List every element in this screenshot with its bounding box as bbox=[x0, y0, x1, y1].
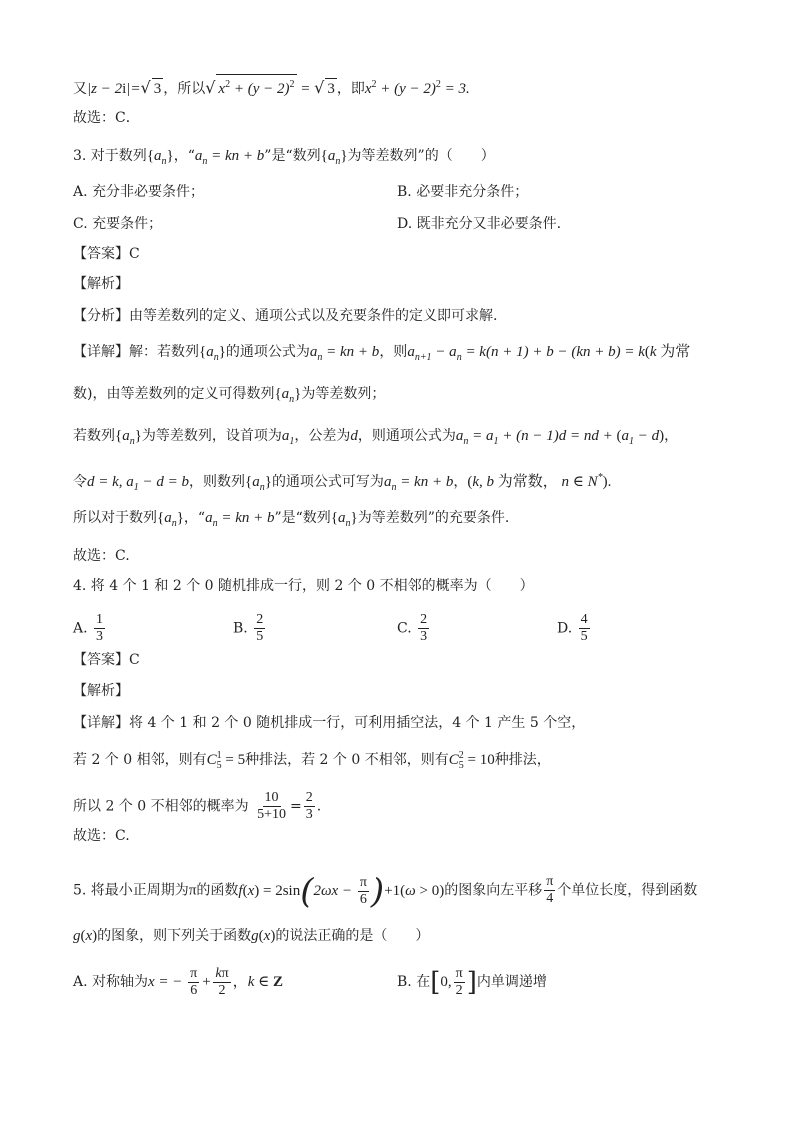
denominator: 5 bbox=[256, 629, 264, 644]
fraction bbox=[418, 612, 429, 645]
pi: π bbox=[188, 882, 197, 899]
equals: = bbox=[289, 798, 302, 815]
math-sqrt-expr: √ $x^2 + (y - 2)^2$ = √ 3 bbox=[205, 81, 337, 97]
option-d bbox=[557, 612, 592, 645]
text: ，所以 bbox=[163, 81, 206, 97]
detail-line bbox=[73, 750, 551, 771]
text: 个单位长度，得到函数 bbox=[557, 882, 698, 899]
text: ”是“数列 bbox=[264, 148, 321, 164]
analysis-label: 【解析】 bbox=[73, 683, 129, 699]
text: 若数列 bbox=[73, 428, 115, 444]
fraction bbox=[255, 790, 288, 823]
seq-an: $\{a_n\}$ bbox=[245, 474, 272, 493]
constants: (k, b 为常数， n ∈ N*). bbox=[467, 472, 612, 490]
question-5-stem bbox=[73, 871, 698, 912]
denominator: 5 bbox=[580, 629, 588, 644]
analysis-label: 【解析】 bbox=[73, 276, 129, 292]
text: ，则通项公式为 bbox=[357, 428, 456, 444]
choice-3: 故选：C. bbox=[73, 548, 130, 564]
text: 种排法，若 2 个 0 不相邻，则有 bbox=[245, 752, 449, 768]
text: 内单调递增 bbox=[476, 973, 547, 990]
denominator: 3 bbox=[305, 807, 313, 822]
math-abs-z: |z − 2i|= bbox=[87, 81, 141, 97]
text: 为等差数列”的充要条件. bbox=[357, 510, 510, 526]
numerator: 2 bbox=[420, 612, 428, 627]
text: 的函数 bbox=[196, 882, 239, 899]
numerator: 2 bbox=[305, 790, 313, 805]
text: 为等差数列”的（ ） bbox=[347, 148, 495, 164]
question-4-stem: 4. 将 4 个 1 和 2 个 0 随机排成一行，则 2 个 0 不相邻的概率为（ ） bbox=[73, 578, 534, 594]
option-a: A. 充分非必要条件； bbox=[73, 184, 205, 200]
seq-an: $\{a_n\}$ bbox=[115, 428, 142, 447]
numerator: 4 bbox=[580, 612, 588, 627]
answer-label: 【答案】C bbox=[73, 246, 140, 262]
text: 为等差数列，设首项为 bbox=[141, 428, 282, 444]
comb-c51: C 1 5 = 5 bbox=[206, 749, 246, 771]
math-circle-eq: $x^2 + (y - 2)^2 = 3$. bbox=[364, 79, 470, 97]
detail-line: 【详解】将 4 个 1 和 2 个 0 随机排成一行，可利用插空法，4 个 1 产生 5 个空， bbox=[73, 715, 586, 731]
option-label: A. 对称轴为 bbox=[73, 973, 149, 990]
seq-an: $\{a_n\}$ bbox=[157, 510, 184, 529]
function-g: g(x) bbox=[251, 928, 276, 944]
option-b: B. 必要非充分条件； bbox=[397, 184, 529, 200]
option-label: C. bbox=[397, 620, 412, 637]
text: ， bbox=[453, 474, 468, 490]
option-a bbox=[73, 966, 283, 999]
text: ， bbox=[664, 428, 679, 444]
axis-formula: x = − $\frac{\pi}{6}$ + $\frac{k\pi}{2}$ bbox=[148, 966, 229, 998]
interval: [0, $\frac{\pi}{2}$ ] bbox=[430, 966, 477, 998]
question-5-stem-cont bbox=[73, 926, 429, 946]
numerator: 10 bbox=[264, 790, 279, 805]
text: (k 为常 bbox=[644, 344, 691, 360]
choice-4: 故选：C. bbox=[73, 828, 130, 844]
function-g: g(x) bbox=[73, 928, 98, 944]
text: . bbox=[316, 798, 322, 815]
substitution: d = k, $a_1 - d = b$ bbox=[87, 474, 190, 493]
denominator: 5+10 bbox=[257, 807, 286, 822]
text: 的通项公式为 bbox=[225, 344, 310, 360]
detail-line bbox=[73, 790, 321, 823]
text: ，“ bbox=[173, 148, 195, 164]
text: 【详解】解：若数列 bbox=[73, 344, 199, 360]
option-b bbox=[233, 612, 267, 645]
fraction bbox=[579, 612, 590, 645]
numerator: 1 bbox=[96, 612, 104, 627]
numerator: 2 bbox=[256, 612, 264, 627]
option-c: C. 充要条件； bbox=[73, 216, 163, 232]
seq-an: $\{a_n\}$ bbox=[199, 344, 226, 363]
detail-line-1 bbox=[73, 342, 690, 368]
text: 5. 将最小正周期为 bbox=[73, 882, 189, 899]
integers-symbol: Z bbox=[272, 973, 283, 990]
option-d: D. 既非充分又非必要条件. bbox=[397, 216, 562, 232]
answer-label: 【答案】C bbox=[73, 652, 140, 668]
text: 的图象向左平移 bbox=[444, 882, 543, 899]
text: 的说法正确的是（ ） bbox=[275, 928, 430, 944]
fraction bbox=[254, 612, 265, 645]
comb-c52: C 2 5 = 10 bbox=[448, 749, 495, 771]
analysis-text: 【分析】由等差数列的定义、通项公式以及充要条件的定义即可求解. bbox=[73, 308, 498, 324]
text: 令 bbox=[73, 474, 87, 490]
sqrt-value: 3 bbox=[152, 78, 164, 99]
option-label: B. 在 bbox=[397, 973, 431, 990]
seq-an: $\{a_n\}$ bbox=[146, 148, 174, 167]
text: ，公差为 bbox=[294, 428, 351, 444]
question-3-stem bbox=[73, 146, 495, 172]
option-b bbox=[397, 966, 547, 999]
text: ，则 bbox=[379, 344, 408, 360]
option-label: D. bbox=[557, 620, 573, 637]
answer-choice-2: 故选：C． bbox=[73, 110, 140, 126]
text: ”是“数列 bbox=[274, 510, 331, 526]
text: ，即 bbox=[336, 81, 365, 97]
formula-diff: $a_{n+1} - a_n = k(n + 1) + b - (kn + b) = k$ bbox=[407, 344, 645, 363]
function-def: f(x) = 2sin(2ωx − $\frac{\pi}{6}$ )+1(ω > 0) bbox=[238, 871, 445, 912]
sqrt3 bbox=[140, 78, 164, 97]
denominator: 4 bbox=[546, 891, 554, 906]
text: 若 2 个 0 相邻，则有 bbox=[73, 752, 207, 768]
detail-line-5 bbox=[73, 508, 509, 534]
text: 3. 对于数列 bbox=[73, 148, 147, 164]
detail-line-4 bbox=[73, 468, 611, 498]
option-a bbox=[73, 612, 107, 645]
fraction bbox=[544, 874, 555, 907]
option-label: A. bbox=[73, 620, 88, 637]
text: ，“ bbox=[183, 510, 206, 526]
text: 的图象，则下列关于函数 bbox=[97, 928, 252, 944]
seq-an: $\{a_n\}$ bbox=[330, 510, 358, 529]
text: 为等差数列； bbox=[301, 386, 386, 402]
detail-line-3 bbox=[73, 426, 678, 452]
d-var: d bbox=[350, 428, 358, 444]
fraction bbox=[304, 790, 315, 823]
formula-an: $a_n$ = kn + b bbox=[205, 510, 275, 529]
seq-an: $\{a_n\}$ bbox=[320, 148, 348, 167]
option-label: B. bbox=[233, 620, 248, 637]
text: 数)，由等差数列的定义可得数列 bbox=[73, 386, 275, 402]
line-derivation-1 bbox=[73, 74, 470, 99]
numerator: π bbox=[546, 874, 554, 889]
formula-general: $a_n = a_1 + (n - 1)d$ = nd + $(a_1 - d)$ bbox=[455, 428, 665, 447]
denominator: 3 bbox=[96, 629, 104, 644]
formula-an: $a_n$ = kn + b bbox=[309, 344, 380, 363]
denominator: 3 bbox=[420, 629, 428, 644]
fraction bbox=[94, 612, 105, 645]
text: 所以对于数列 bbox=[73, 510, 157, 526]
text: 又 bbox=[73, 81, 87, 97]
seq-an: $\{a_n\}$ bbox=[274, 386, 302, 405]
radical-icon: √ bbox=[140, 78, 151, 97]
formula-an: $a_n$ = kn + b bbox=[194, 148, 265, 167]
detail-line-2 bbox=[73, 384, 385, 410]
option-c bbox=[397, 612, 431, 645]
text: ，则数列 bbox=[189, 474, 246, 490]
k-in-z: ，k ∈ Z bbox=[232, 973, 283, 990]
formula-an: $a_n$ = kn + b bbox=[383, 474, 454, 493]
text: 的通项公式可写为 bbox=[271, 474, 384, 490]
text: 所以 2 个 0 不相邻的概率为 bbox=[73, 798, 249, 815]
text: 种排法， bbox=[494, 752, 551, 768]
a1: $a_1$ bbox=[281, 428, 295, 447]
